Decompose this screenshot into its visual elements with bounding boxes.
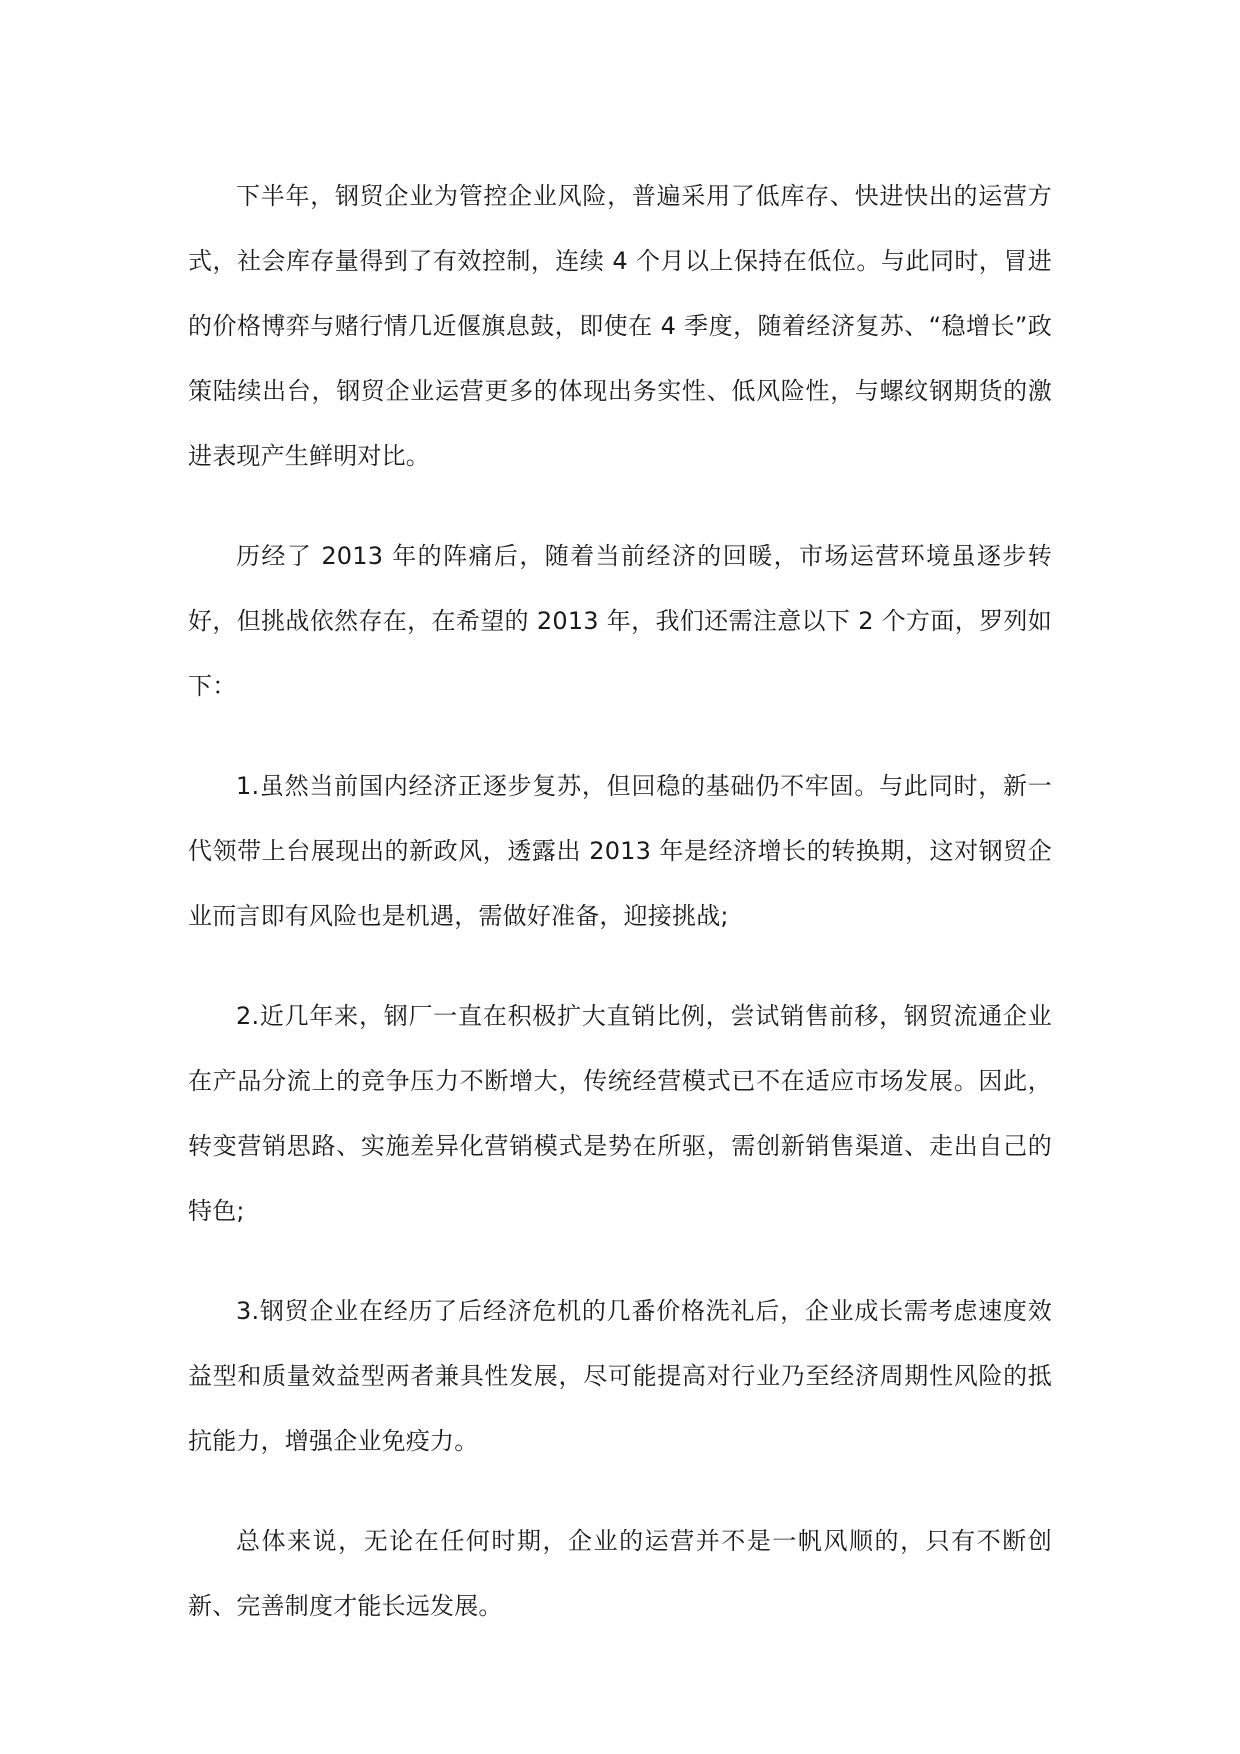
paragraph-2: 历经了 2013 年的阵痛后，随着当前经济的回暖，市场运营环境虽逐步转好，但挑战依然存在，在希望的 2013 年，我们还需注意以下 2 个方面，罗列如下：	[188, 542, 1052, 700]
paragraph-5: 3.钢贸企业在经历了后经济危机的几番价格洗礼后，企业成长需考虑速度效益型和质量效益型两者兼具性发展，尽可能提高对行业乃至经济周期性风险的抵抗能力，增强企业免疫力。	[188, 1297, 1052, 1455]
paragraph-4: 2.近几年来，钢厂一直在积极扩大直销比例，尝试销售前移，钢贸流通企业在产品分流上的竞争压力不断增大，传统经营模式已不在适应市场发展。因此，转变营销思路、实施差异化营销模式是势在所驱，需创新销售渠道、走出自己的特色;	[188, 1002, 1052, 1225]
paragraph-6: 总体来说，无论在任何时期，企业的运营并不是一帆风顺的，只有不断创新、完善制度才能长远发展。	[188, 1527, 1052, 1620]
paragraph-1: 下半年，钢贸企业为管控企业风险，普遍采用了低库存、快进快出的运营方式，社会库存量得到了有效控制，连续 4 个月以上保持在低位。与此同时，冒进的价格博弈与赌行情几近偃旗息鼓，即使在 4 季度，随着经济复苏、“稳增长”政策陆续出台，钢贸企业运营更多的体现出务实性、低风险性，与螺纹钢期货的激进表现产生鲜明对比。	[188, 182, 1052, 470]
document-body	[188, 164, 1052, 1639]
paragraph-3: 1.虽然当前国内经济正逐步复苏，但回稳的基础仍不牢固。与此同时，新一代领带上台展现出的新政风，透露出 2013 年是经济增长的转换期，这对钢贸企业而言即有风险也是机遇，需做好准备，迎接挑战;	[188, 772, 1052, 930]
